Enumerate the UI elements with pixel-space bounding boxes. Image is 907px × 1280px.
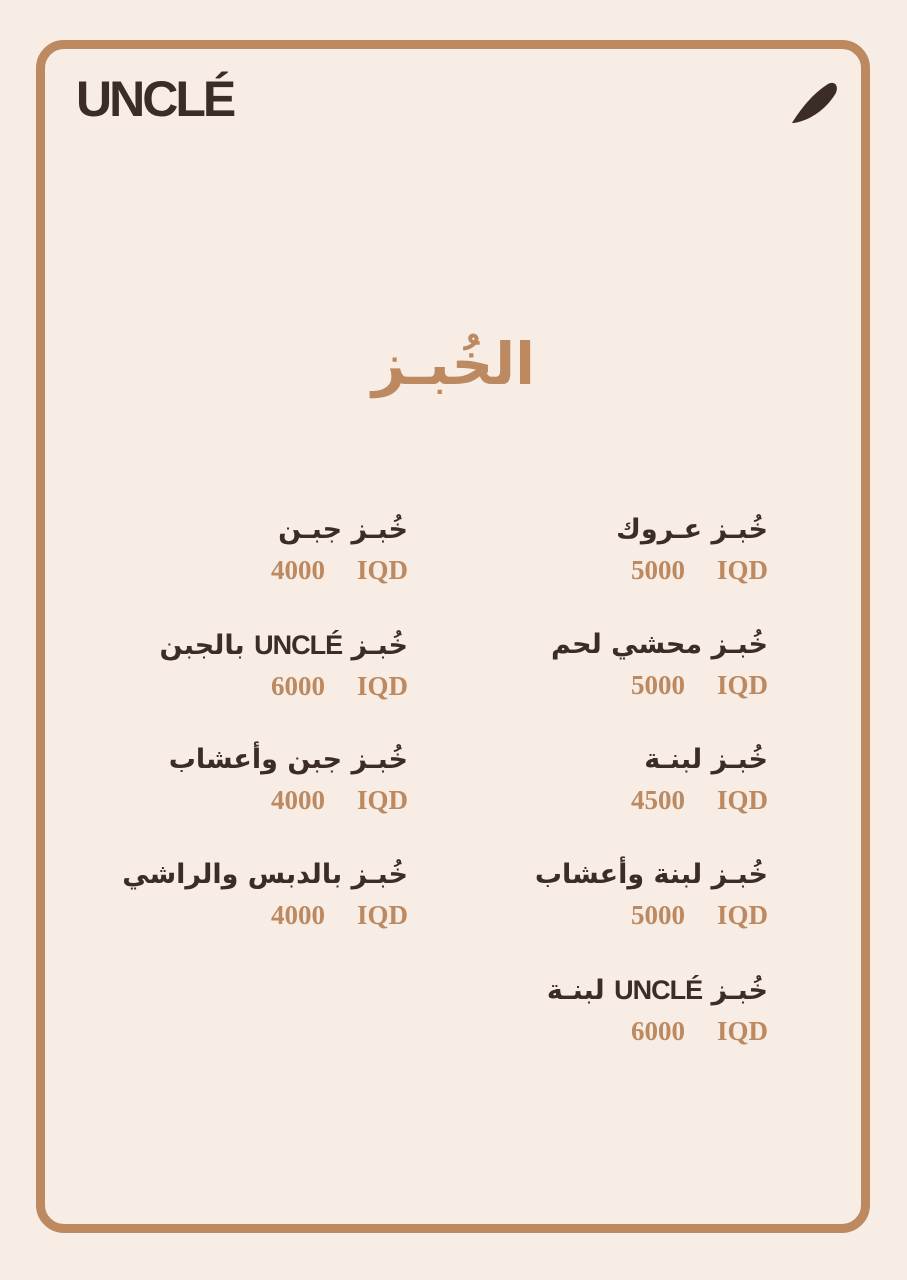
price-currency: IQD (356, 785, 408, 815)
item-name: خُبـز محشي لحم (550, 629, 768, 660)
item-name-suffix: لبنـة (546, 975, 605, 1006)
item-name: خُبـز بالدبس والراشي (122, 859, 408, 890)
price-amount: 5000 (630, 670, 685, 700)
item-brand: UNCLÉ (614, 975, 703, 1005)
item-price (28, 666, 408, 706)
item-name-suffix: بالجبن (159, 630, 245, 661)
leaf-icon (790, 80, 838, 126)
menu-item (28, 740, 408, 855)
price-amount: 4000 (270, 555, 325, 585)
item-brand: UNCLÉ (254, 630, 343, 660)
price-currency: IQD (716, 900, 768, 930)
item-price (28, 550, 408, 590)
price-currency: IQD (716, 555, 768, 585)
menu-item (388, 625, 768, 740)
menu-item (28, 855, 408, 970)
item-price (28, 895, 408, 935)
item-name: خُبـز جبن وأعشاب (168, 744, 408, 775)
brand-logo: UNCLÉ (76, 71, 234, 127)
menu-item (388, 855, 768, 970)
item-name (388, 970, 768, 1011)
price-amount: 4000 (270, 785, 325, 815)
menu-column-left (28, 510, 408, 970)
item-name: خُبـز لبنـة (644, 744, 768, 775)
price-currency: IQD (356, 671, 408, 701)
price-amount: 4000 (270, 900, 325, 930)
item-name-prefix: خُبـز (351, 630, 408, 661)
item-name-prefix: خُبـز (711, 975, 768, 1006)
price-currency: IQD (356, 900, 408, 930)
item-price (388, 550, 768, 590)
section-title: الخُبـز (371, 330, 536, 398)
price-amount: 5000 (630, 555, 685, 585)
price-amount: 4500 (630, 785, 685, 815)
price-amount: 6000 (270, 671, 325, 701)
price-amount: 6000 (630, 1016, 685, 1046)
item-price (388, 780, 768, 820)
item-price (388, 665, 768, 705)
menu-item (28, 510, 408, 625)
price-currency: IQD (716, 1016, 768, 1046)
item-name: خُبـز عـروك (616, 514, 768, 545)
item-name (28, 625, 408, 666)
price-currency: IQD (716, 670, 768, 700)
item-price (388, 1011, 768, 1051)
price-amount: 5000 (630, 900, 685, 930)
item-name: خُبـز لبنة وأعشاب (534, 859, 768, 890)
price-currency: IQD (716, 785, 768, 815)
menu-item (388, 970, 768, 1085)
item-name: خُبـز جبـن (278, 514, 408, 545)
item-price (388, 895, 768, 935)
menu-item (28, 625, 408, 740)
price-currency: IQD (356, 555, 408, 585)
menu-item (388, 510, 768, 625)
menu-item (388, 740, 768, 855)
menu-column-right (388, 510, 768, 1085)
item-price (28, 780, 408, 820)
